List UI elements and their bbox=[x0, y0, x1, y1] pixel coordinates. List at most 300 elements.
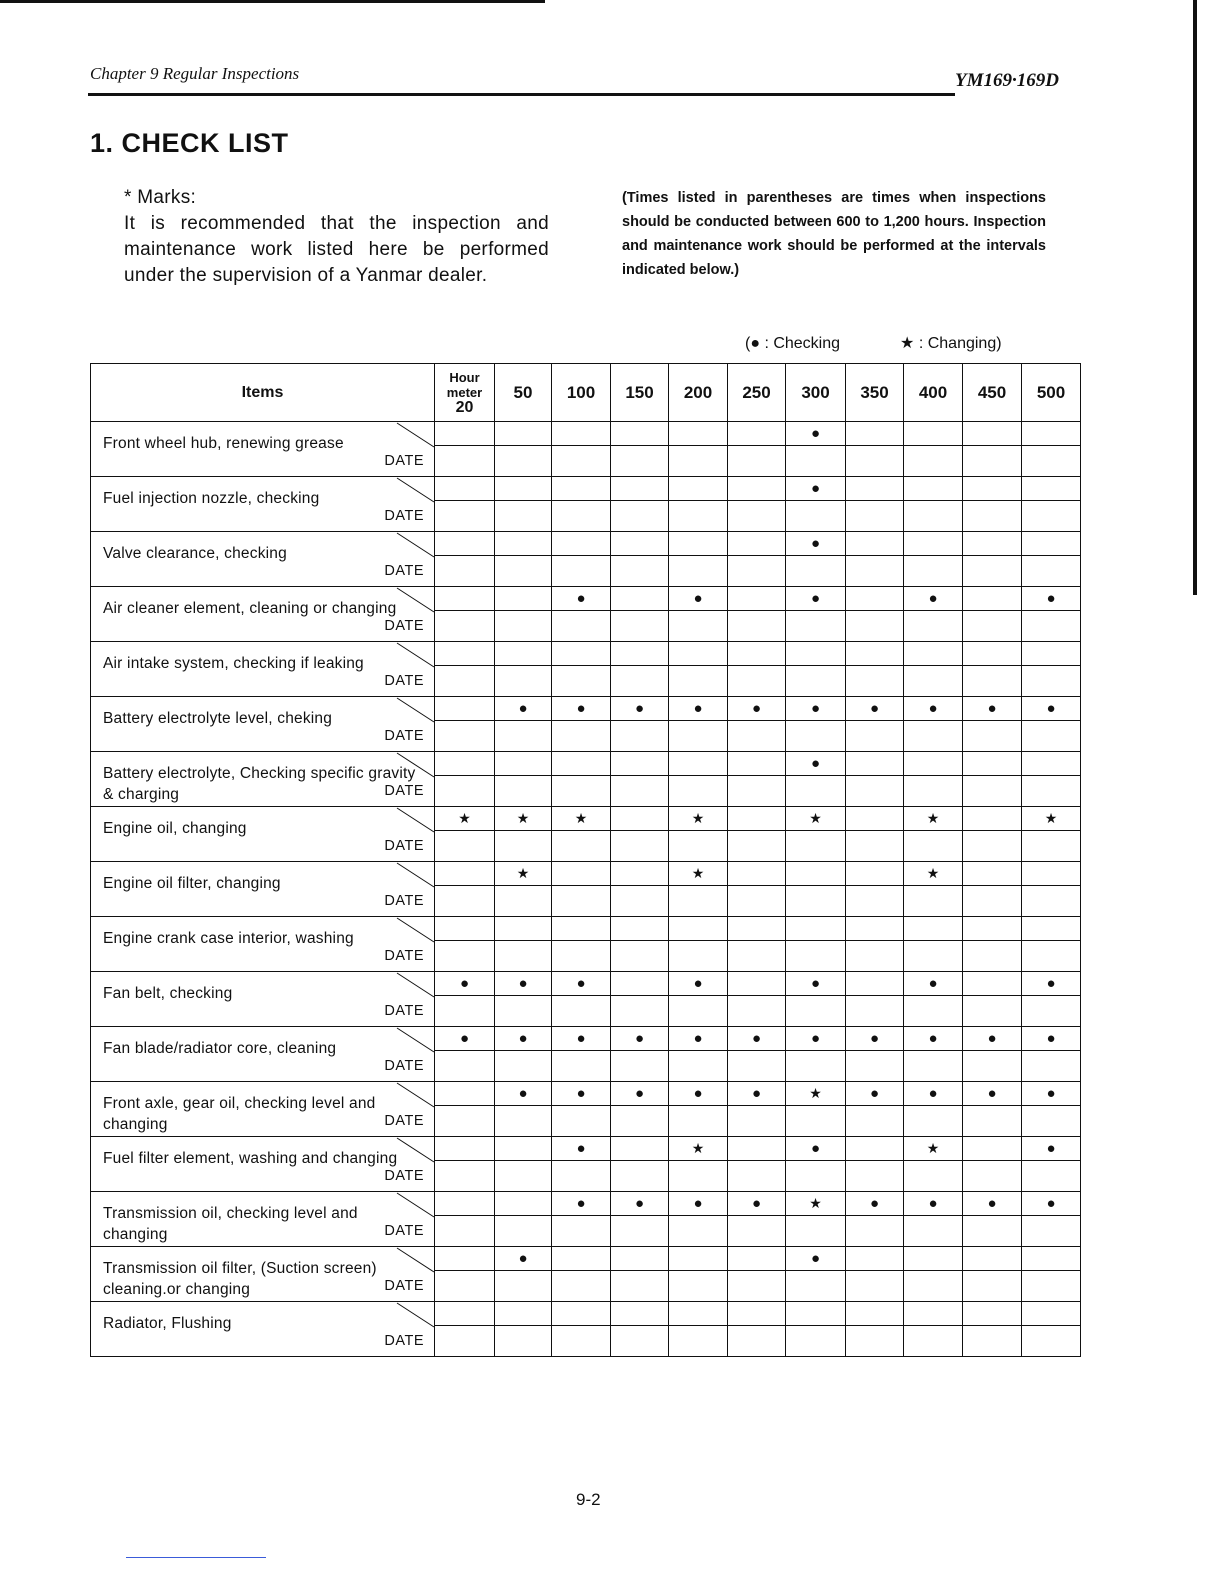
checking-mark: ● bbox=[693, 1030, 703, 1047]
date-entry-cell[interactable] bbox=[1022, 666, 1081, 697]
date-entry-cell[interactable] bbox=[495, 941, 552, 972]
interval-mark-cell bbox=[846, 1027, 904, 1051]
changing-mark: ★ bbox=[574, 810, 588, 826]
diagonal-divider bbox=[395, 1027, 435, 1053]
date-entry-cell[interactable] bbox=[495, 776, 552, 807]
checking-mark: ● bbox=[693, 590, 703, 607]
checking-mark: ● bbox=[693, 1085, 703, 1102]
date-entry-cell[interactable] bbox=[669, 1106, 728, 1137]
date-entry-cell[interactable] bbox=[669, 611, 728, 642]
checking-mark: ● bbox=[634, 1030, 645, 1047]
date-entry-cell[interactable] bbox=[552, 1271, 611, 1302]
interval-mark-cell bbox=[495, 1302, 552, 1326]
date-entry-cell[interactable] bbox=[435, 501, 495, 532]
date-entry-cell[interactable] bbox=[669, 941, 728, 972]
date-entry-cell[interactable] bbox=[669, 721, 728, 752]
diagonal-divider bbox=[395, 1192, 435, 1218]
top-edge-rule bbox=[0, 0, 545, 3]
date-entry-cell[interactable] bbox=[435, 721, 495, 752]
date-entry-cell[interactable] bbox=[1022, 1051, 1081, 1082]
date-entry-cell[interactable] bbox=[728, 1216, 786, 1247]
date-entry-cell[interactable] bbox=[846, 611, 904, 642]
interval-mark-cell bbox=[846, 752, 904, 776]
date-entry-cell[interactable] bbox=[1022, 1271, 1081, 1302]
date-entry-cell[interactable] bbox=[963, 1326, 1022, 1357]
checking-mark: ● bbox=[693, 1195, 703, 1212]
checking-mark: ● bbox=[751, 1030, 762, 1047]
date-entry-cell[interactable] bbox=[846, 1271, 904, 1302]
date-entry-cell[interactable] bbox=[786, 446, 846, 477]
interval-mark-cell bbox=[728, 422, 786, 446]
date-entry-cell[interactable] bbox=[846, 721, 904, 752]
date-entry-cell[interactable] bbox=[846, 1216, 904, 1247]
date-entry-cell[interactable] bbox=[846, 1051, 904, 1082]
interval-mark-cell bbox=[435, 1027, 495, 1051]
interval-mark-cell bbox=[435, 532, 495, 556]
date-entry-cell[interactable] bbox=[495, 611, 552, 642]
interval-mark-cell bbox=[552, 917, 611, 941]
date-entry-cell[interactable] bbox=[669, 886, 728, 917]
date-entry-cell[interactable] bbox=[669, 831, 728, 862]
date-entry-cell[interactable] bbox=[728, 1161, 786, 1192]
hour-meter-line2: meter bbox=[446, 385, 483, 400]
interval-mark-cell bbox=[669, 917, 728, 941]
date-entry-cell[interactable] bbox=[1022, 446, 1081, 477]
date-entry-cell[interactable] bbox=[963, 611, 1022, 642]
date-entry-cell[interactable] bbox=[846, 501, 904, 532]
date-entry-cell[interactable] bbox=[435, 446, 495, 477]
interval-mark-cell bbox=[728, 752, 786, 776]
date-entry-cell[interactable] bbox=[611, 1161, 669, 1192]
interval-mark-cell bbox=[846, 1192, 904, 1216]
interval-mark-cell bbox=[846, 422, 904, 446]
item-label: Transmission oil filter, (Suction screen) cleaning.or changing bbox=[103, 1260, 377, 1298]
interval-mark-cell bbox=[495, 972, 552, 996]
date-entry-cell[interactable] bbox=[963, 1216, 1022, 1247]
date-entry-cell[interactable] bbox=[669, 556, 728, 587]
date-entry-cell[interactable] bbox=[846, 556, 904, 587]
date-entry-cell[interactable] bbox=[728, 1271, 786, 1302]
date-entry-cell[interactable] bbox=[552, 941, 611, 972]
section-title: 1. CHECK LIST bbox=[90, 128, 289, 158]
date-entry-cell[interactable] bbox=[495, 996, 552, 1027]
item-row bbox=[91, 532, 1081, 556]
interval-mark-cell bbox=[552, 752, 611, 776]
interval-mark-cell bbox=[435, 587, 495, 611]
date-entry-cell[interactable] bbox=[786, 831, 846, 862]
date-entry-cell[interactable] bbox=[611, 501, 669, 532]
date-entry-cell[interactable] bbox=[611, 1326, 669, 1357]
date-entry-cell[interactable] bbox=[846, 886, 904, 917]
interval-mark-cell bbox=[1022, 1247, 1081, 1271]
date-entry-cell[interactable] bbox=[846, 1326, 904, 1357]
date-entry-cell[interactable] bbox=[786, 1326, 846, 1357]
date-entry-cell[interactable] bbox=[963, 501, 1022, 532]
date-entry-cell[interactable] bbox=[728, 831, 786, 862]
date-entry-cell[interactable] bbox=[786, 1271, 846, 1302]
date-entry-cell[interactable] bbox=[552, 666, 611, 697]
item-cell bbox=[91, 752, 435, 807]
date-entry-cell[interactable] bbox=[435, 996, 495, 1027]
date-entry-cell[interactable] bbox=[1022, 501, 1081, 532]
date-entry-cell[interactable] bbox=[435, 1271, 495, 1302]
date-entry-cell[interactable] bbox=[435, 941, 495, 972]
date-entry-cell[interactable] bbox=[786, 721, 846, 752]
date-entry-cell[interactable] bbox=[495, 1106, 552, 1137]
interval-mark-cell bbox=[1022, 587, 1081, 611]
chapter-header: Chapter 9 Regular Inspections bbox=[90, 64, 300, 83]
interval-mark-cell bbox=[552, 587, 611, 611]
checking-mark: ● bbox=[459, 1030, 470, 1047]
date-entry-cell[interactable] bbox=[1022, 556, 1081, 587]
date-entry-cell[interactable] bbox=[1022, 721, 1081, 752]
date-entry-cell[interactable] bbox=[728, 446, 786, 477]
date-entry-cell[interactable] bbox=[846, 446, 904, 477]
item-row bbox=[91, 587, 1081, 611]
date-entry-cell[interactable] bbox=[904, 1051, 963, 1082]
date-entry-cell[interactable] bbox=[495, 1326, 552, 1357]
changing-mark: ★ bbox=[1044, 810, 1058, 826]
interval-mark-cell bbox=[1022, 1082, 1081, 1106]
date-entry-cell[interactable] bbox=[1022, 1106, 1081, 1137]
date-entry-cell[interactable] bbox=[904, 556, 963, 587]
changing-mark: ★ bbox=[691, 865, 705, 881]
checking-mark: ● bbox=[810, 480, 821, 497]
date-entry-cell[interactable] bbox=[904, 446, 963, 477]
date-entry-cell[interactable] bbox=[495, 721, 552, 752]
date-entry-cell[interactable] bbox=[904, 501, 963, 532]
date-entry-cell[interactable] bbox=[495, 446, 552, 477]
date-entry-cell[interactable] bbox=[846, 1161, 904, 1192]
marks-paragraph bbox=[124, 185, 549, 289]
date-entry-cell[interactable] bbox=[963, 666, 1022, 697]
interval-mark-cell bbox=[1022, 697, 1081, 721]
date-entry-cell[interactable] bbox=[669, 996, 728, 1027]
date-entry-cell[interactable] bbox=[435, 666, 495, 697]
date-entry-cell[interactable] bbox=[552, 1051, 611, 1082]
date-entry-cell[interactable] bbox=[846, 831, 904, 862]
checking-mark: ● bbox=[751, 1195, 762, 1212]
date-entry-cell[interactable] bbox=[1022, 611, 1081, 642]
date-entry-cell[interactable] bbox=[495, 556, 552, 587]
date-entry-cell[interactable] bbox=[495, 501, 552, 532]
date-entry-cell[interactable] bbox=[611, 776, 669, 807]
interval-mark-cell bbox=[669, 752, 728, 776]
date-entry-cell[interactable] bbox=[1022, 1216, 1081, 1247]
date-entry-cell[interactable] bbox=[611, 666, 669, 697]
date-entry-cell[interactable] bbox=[435, 1051, 495, 1082]
date-entry-cell[interactable] bbox=[904, 1271, 963, 1302]
date-entry-cell[interactable] bbox=[728, 666, 786, 697]
date-entry-cell[interactable] bbox=[963, 996, 1022, 1027]
date-entry-cell[interactable] bbox=[963, 446, 1022, 477]
date-label: DATE bbox=[384, 1112, 424, 1129]
date-entry-cell[interactable] bbox=[669, 776, 728, 807]
interval-mark-cell bbox=[552, 862, 611, 886]
date-entry-cell[interactable] bbox=[495, 1161, 552, 1192]
interval-mark-cell bbox=[728, 862, 786, 886]
date-entry-cell[interactable] bbox=[963, 886, 1022, 917]
date-entry-cell[interactable] bbox=[786, 886, 846, 917]
right-edge-bar bbox=[1193, 0, 1197, 595]
date-entry-cell[interactable] bbox=[435, 886, 495, 917]
date-entry-cell[interactable] bbox=[611, 1271, 669, 1302]
date-entry-cell[interactable] bbox=[669, 1326, 728, 1357]
date-entry-cell[interactable] bbox=[611, 996, 669, 1027]
date-entry-cell[interactable] bbox=[963, 776, 1022, 807]
date-entry-cell[interactable] bbox=[1022, 996, 1081, 1027]
date-entry-cell[interactable] bbox=[669, 501, 728, 532]
checking-mark: ● bbox=[576, 1140, 586, 1157]
date-entry-cell[interactable] bbox=[669, 1051, 728, 1082]
changing-mark: ★ bbox=[809, 1195, 822, 1211]
interval-mark-cell bbox=[786, 862, 846, 886]
interval-mark-cell bbox=[669, 642, 728, 666]
date-entry-cell[interactable] bbox=[1022, 886, 1081, 917]
interval-mark-cell bbox=[435, 862, 495, 886]
interval-mark-cell bbox=[669, 1192, 728, 1216]
interval-mark-cell bbox=[786, 1082, 846, 1106]
date-entry-cell[interactable] bbox=[669, 446, 728, 477]
date-entry-cell[interactable] bbox=[846, 996, 904, 1027]
interval-mark-cell bbox=[904, 642, 963, 666]
interval-mark-cell bbox=[669, 1302, 728, 1326]
interval-mark-cell bbox=[963, 917, 1022, 941]
date-entry-cell[interactable] bbox=[904, 1106, 963, 1137]
date-entry-cell[interactable] bbox=[1022, 1326, 1081, 1357]
date-entry-cell[interactable] bbox=[552, 611, 611, 642]
interval-mark-cell bbox=[495, 752, 552, 776]
hour-header: 250 bbox=[728, 364, 786, 422]
date-entry-cell[interactable] bbox=[728, 611, 786, 642]
date-entry-cell[interactable] bbox=[611, 1216, 669, 1247]
date-entry-cell[interactable] bbox=[495, 831, 552, 862]
interval-mark-cell bbox=[963, 1247, 1022, 1271]
item-cell bbox=[91, 422, 435, 477]
date-entry-cell[interactable] bbox=[846, 666, 904, 697]
checking-mark: ● bbox=[1046, 975, 1056, 992]
date-entry-cell[interactable] bbox=[552, 996, 611, 1027]
date-label: DATE bbox=[384, 617, 424, 634]
item-row bbox=[91, 752, 1081, 776]
date-entry-cell[interactable] bbox=[552, 1216, 611, 1247]
date-entry-cell[interactable] bbox=[963, 941, 1022, 972]
diagonal-divider bbox=[395, 917, 435, 943]
date-entry-cell[interactable] bbox=[728, 501, 786, 532]
date-entry-cell[interactable] bbox=[963, 721, 1022, 752]
date-entry-cell[interactable] bbox=[904, 666, 963, 697]
date-entry-cell[interactable] bbox=[669, 666, 728, 697]
checking-mark: ● bbox=[693, 700, 703, 717]
date-entry-cell[interactable] bbox=[904, 1326, 963, 1357]
date-entry-cell[interactable] bbox=[786, 501, 846, 532]
date-entry-cell[interactable] bbox=[435, 776, 495, 807]
date-entry-cell[interactable] bbox=[611, 941, 669, 972]
interval-mark-cell bbox=[1022, 1137, 1081, 1161]
changing-mark: ★ bbox=[809, 810, 822, 826]
item-row bbox=[91, 697, 1081, 721]
date-entry-cell[interactable] bbox=[669, 1216, 728, 1247]
item-row bbox=[91, 1247, 1081, 1271]
date-entry-cell[interactable] bbox=[669, 1271, 728, 1302]
date-entry-cell[interactable] bbox=[552, 1106, 611, 1137]
date-entry-cell[interactable] bbox=[611, 556, 669, 587]
date-entry-cell[interactable] bbox=[435, 1106, 495, 1137]
date-entry-cell[interactable] bbox=[904, 941, 963, 972]
date-entry-cell[interactable] bbox=[728, 1051, 786, 1082]
date-entry-cell[interactable] bbox=[904, 721, 963, 752]
table-header-row bbox=[91, 364, 1081, 422]
checking-mark: ● bbox=[810, 535, 821, 552]
interval-mark-cell bbox=[963, 1137, 1022, 1161]
interval-mark-cell bbox=[728, 1137, 786, 1161]
date-entry-cell[interactable] bbox=[611, 721, 669, 752]
interval-mark-cell bbox=[552, 1027, 611, 1051]
date-entry-cell[interactable] bbox=[786, 1161, 846, 1192]
date-entry-cell[interactable] bbox=[669, 1161, 728, 1192]
date-entry-cell[interactable] bbox=[904, 1161, 963, 1192]
interval-mark-cell bbox=[963, 1027, 1022, 1051]
interval-mark-cell bbox=[728, 477, 786, 501]
checking-mark: ● bbox=[869, 1195, 880, 1212]
date-entry-cell[interactable] bbox=[728, 941, 786, 972]
interval-mark-cell bbox=[786, 1137, 846, 1161]
date-entry-cell[interactable] bbox=[904, 611, 963, 642]
changing-mark: ★ bbox=[691, 1140, 705, 1156]
interval-mark-cell bbox=[904, 752, 963, 776]
date-entry-cell[interactable] bbox=[435, 556, 495, 587]
item-label: Engine oil, changing bbox=[103, 820, 247, 837]
date-entry-cell[interactable] bbox=[611, 1051, 669, 1082]
date-entry-cell[interactable] bbox=[552, 721, 611, 752]
date-entry-cell[interactable] bbox=[495, 886, 552, 917]
date-entry-cell[interactable] bbox=[904, 996, 963, 1027]
interval-mark-cell bbox=[1022, 862, 1081, 886]
date-entry-cell[interactable] bbox=[786, 941, 846, 972]
date-entry-cell[interactable] bbox=[611, 1106, 669, 1137]
date-entry-cell[interactable] bbox=[904, 831, 963, 862]
item-cell bbox=[91, 1247, 435, 1302]
interval-mark-cell bbox=[435, 917, 495, 941]
date-entry-cell[interactable] bbox=[963, 1051, 1022, 1082]
date-entry-cell[interactable] bbox=[904, 776, 963, 807]
date-entry-cell[interactable] bbox=[786, 611, 846, 642]
date-entry-cell[interactable] bbox=[611, 831, 669, 862]
date-entry-cell[interactable] bbox=[963, 1161, 1022, 1192]
item-row bbox=[91, 477, 1081, 501]
date-entry-cell[interactable] bbox=[786, 776, 846, 807]
date-entry-cell[interactable] bbox=[495, 666, 552, 697]
date-entry-cell[interactable] bbox=[1022, 941, 1081, 972]
date-entry-cell[interactable] bbox=[552, 886, 611, 917]
date-entry-cell[interactable] bbox=[552, 1161, 611, 1192]
date-entry-cell[interactable] bbox=[728, 886, 786, 917]
date-entry-cell[interactable] bbox=[435, 611, 495, 642]
date-entry-cell[interactable] bbox=[495, 1051, 552, 1082]
interval-mark-cell bbox=[846, 477, 904, 501]
date-entry-cell[interactable] bbox=[552, 831, 611, 862]
item-cell bbox=[91, 532, 435, 587]
checking-mark: ● bbox=[1046, 590, 1056, 607]
checking-mark: ● bbox=[987, 1195, 997, 1212]
date-entry-cell[interactable] bbox=[611, 446, 669, 477]
date-entry-cell[interactable] bbox=[786, 996, 846, 1027]
date-entry-cell[interactable] bbox=[846, 1106, 904, 1137]
date-entry-cell[interactable] bbox=[495, 1216, 552, 1247]
date-entry-cell[interactable] bbox=[552, 501, 611, 532]
date-entry-cell[interactable] bbox=[963, 556, 1022, 587]
date-entry-cell[interactable] bbox=[786, 1216, 846, 1247]
diagonal-divider bbox=[395, 1137, 435, 1163]
date-entry-cell[interactable] bbox=[846, 776, 904, 807]
date-entry-cell[interactable] bbox=[728, 996, 786, 1027]
date-entry-cell[interactable] bbox=[786, 666, 846, 697]
date-entry-cell[interactable] bbox=[435, 1161, 495, 1192]
date-entry-cell[interactable] bbox=[728, 556, 786, 587]
checking-mark: ● bbox=[576, 1195, 586, 1212]
date-entry-cell[interactable] bbox=[552, 446, 611, 477]
date-entry-cell[interactable] bbox=[904, 886, 963, 917]
date-entry-cell[interactable] bbox=[552, 776, 611, 807]
date-entry-cell[interactable] bbox=[552, 556, 611, 587]
date-entry-cell[interactable] bbox=[786, 556, 846, 587]
date-entry-cell[interactable] bbox=[786, 1106, 846, 1137]
interval-mark-cell bbox=[728, 1302, 786, 1326]
diagonal-divider bbox=[395, 587, 435, 613]
date-label: DATE bbox=[384, 1332, 424, 1349]
diagonal-divider bbox=[395, 477, 435, 503]
date-entry-cell[interactable] bbox=[1022, 1161, 1081, 1192]
interval-mark-cell bbox=[1022, 807, 1081, 831]
date-entry-cell[interactable] bbox=[728, 1326, 786, 1357]
date-entry-cell[interactable] bbox=[728, 1106, 786, 1137]
interval-mark-cell bbox=[435, 422, 495, 446]
interval-mark-cell bbox=[552, 1137, 611, 1161]
date-entry-cell[interactable] bbox=[435, 1216, 495, 1247]
date-entry-cell[interactable] bbox=[435, 831, 495, 862]
checking-mark: ● bbox=[987, 1030, 997, 1047]
date-entry-cell[interactable] bbox=[1022, 776, 1081, 807]
interval-mark-cell bbox=[846, 532, 904, 556]
checking-mark: ● bbox=[518, 975, 528, 992]
checking-mark: ● bbox=[518, 1250, 528, 1267]
date-entry-cell[interactable] bbox=[963, 1106, 1022, 1137]
date-entry-cell[interactable] bbox=[435, 1326, 495, 1357]
date-label: DATE bbox=[384, 837, 424, 854]
date-entry-cell[interactable] bbox=[904, 1216, 963, 1247]
checking-mark: ● bbox=[693, 975, 703, 992]
date-entry-cell[interactable] bbox=[1022, 831, 1081, 862]
date-entry-cell[interactable] bbox=[963, 1271, 1022, 1302]
date-entry-cell[interactable] bbox=[728, 776, 786, 807]
date-entry-cell[interactable] bbox=[846, 941, 904, 972]
interval-mark-cell bbox=[846, 642, 904, 666]
interval-mark-cell bbox=[435, 1192, 495, 1216]
date-entry-cell[interactable] bbox=[786, 1051, 846, 1082]
date-entry-cell[interactable] bbox=[552, 1326, 611, 1357]
date-label: DATE bbox=[384, 1002, 424, 1019]
date-entry-cell[interactable] bbox=[611, 886, 669, 917]
date-entry-cell[interactable] bbox=[728, 721, 786, 752]
interval-mark-cell bbox=[669, 532, 728, 556]
checking-mark: ● bbox=[928, 1085, 938, 1102]
date-entry-cell[interactable] bbox=[963, 831, 1022, 862]
item-cell bbox=[91, 917, 435, 972]
interval-mark-cell bbox=[495, 532, 552, 556]
date-entry-cell[interactable] bbox=[611, 611, 669, 642]
date-entry-cell[interactable] bbox=[495, 1271, 552, 1302]
legend-checking: (● : Checking bbox=[745, 335, 841, 352]
